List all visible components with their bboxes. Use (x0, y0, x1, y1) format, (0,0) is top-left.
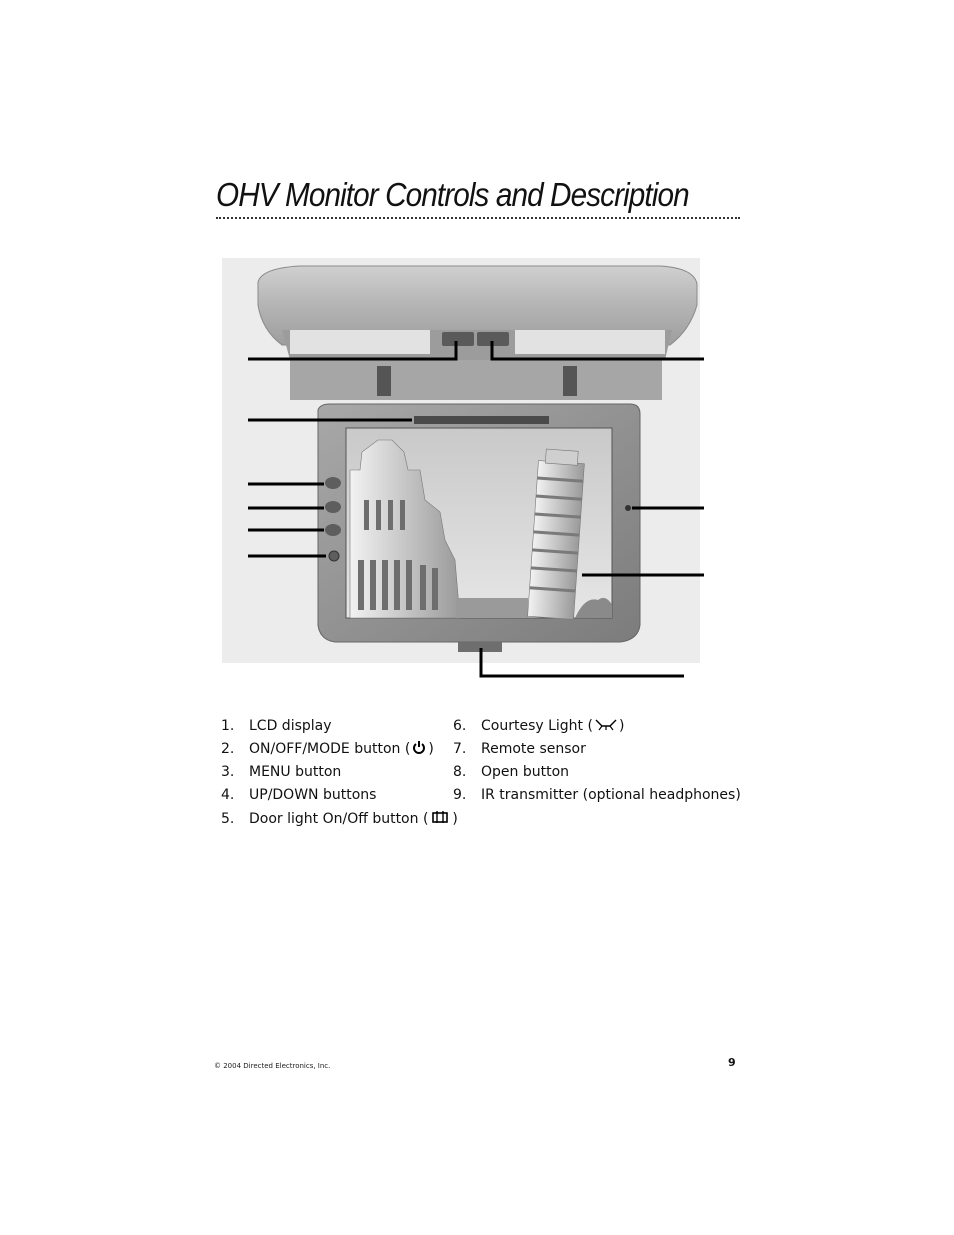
door-light-button-shape (329, 551, 339, 561)
distant-buildings (456, 598, 528, 618)
lcd-status-strip (414, 416, 549, 424)
menu-button-shape (325, 477, 341, 489)
hinge-left (377, 366, 391, 396)
up-button-shape (325, 501, 341, 513)
page-title: OHV Monitor Controls and Description (216, 176, 689, 213)
page-number: 9 (728, 1056, 736, 1069)
legend: 1. LCD display 2. ON/OFF/MODE button ( ) 3. MENU button 4. UP/DOWN buttons 5. Door light On/Off button ( ) 6. Courtesy Light ( ) 7. Remote sensor 8. Open button 9. IR transmitter (optional headphones) (221, 718, 741, 827)
courtesy-light-icon (594, 717, 618, 731)
remote-sensor-shape (625, 505, 631, 511)
courtesy-light-right (515, 330, 665, 354)
power-icon (411, 740, 427, 754)
light-switch-left (442, 332, 474, 346)
copyright-notice: © 2004 Directed Electronics, Inc. (214, 1062, 331, 1070)
door-light-icon (429, 810, 451, 824)
courtesy-light-left (290, 330, 430, 354)
down-button-shape (325, 524, 341, 536)
hinge-panel (290, 360, 662, 400)
hinge-right (563, 366, 577, 396)
